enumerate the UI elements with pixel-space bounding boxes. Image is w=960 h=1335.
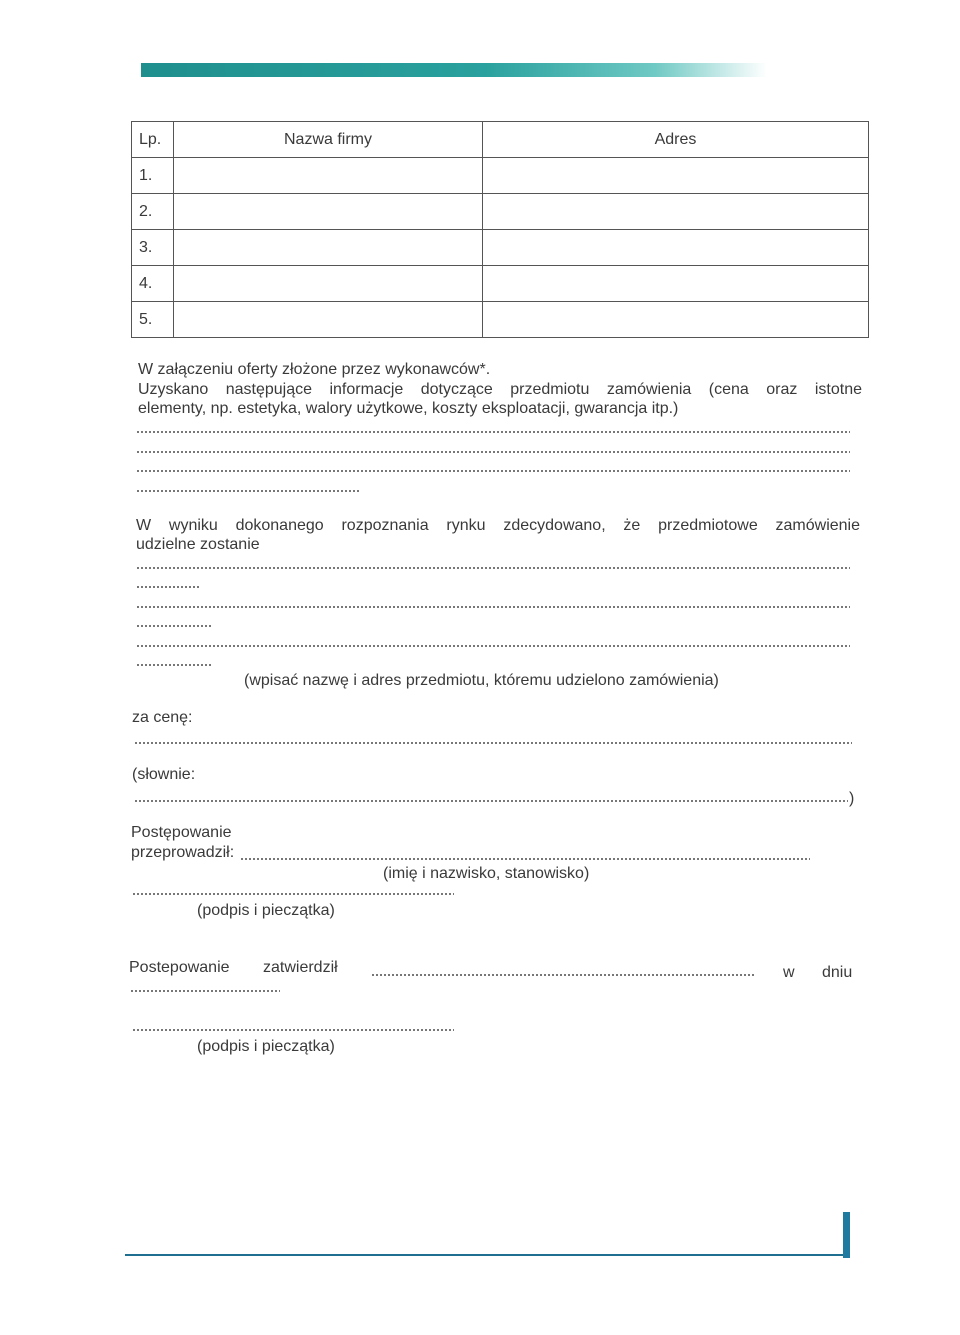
info-line-2: elementy, np. estetyka, walory użytkowe, koszty eksploatacji, gwarancja itp.) <box>138 400 679 417</box>
winner-fill-line[interactable] <box>136 567 850 569</box>
approved-signature-line[interactable] <box>132 1029 454 1031</box>
winner-hint: (wpisać nazwę i adres przedmiotu, któremu udzielono zamówienia) <box>244 672 719 689</box>
winner-fill-line[interactable] <box>136 606 850 608</box>
company-name-cell[interactable] <box>174 158 483 194</box>
column-header-lp: Lp. <box>132 122 174 158</box>
conducted-fill-line[interactable] <box>240 858 810 860</box>
row-number: 2. <box>132 194 174 230</box>
contractors-table <box>131 121 869 338</box>
conducted-signature-line[interactable] <box>132 893 454 895</box>
table-row <box>132 158 869 194</box>
row-number: 1. <box>132 158 174 194</box>
address-cell[interactable] <box>483 302 869 338</box>
row-number: 5. <box>132 302 174 338</box>
approved-label-1: Postepowanie <box>129 959 230 976</box>
footer-rule <box>125 1254 847 1256</box>
info-fill-line[interactable] <box>136 451 850 453</box>
address-cell[interactable] <box>483 158 869 194</box>
table-row <box>132 194 869 230</box>
approved-signature-hint: (podpis i pieczątka) <box>197 1038 335 1055</box>
conducted-label-1: Postępowanie <box>131 824 232 841</box>
info-fill-line[interactable] <box>136 431 850 433</box>
approved-fill-line[interactable] <box>371 974 755 976</box>
info-line-1: Uzyskano następujące informacje dotyczące przedmiotu zamówienia (cena oraz istotne <box>138 381 862 398</box>
approved-dniu: dniu <box>822 964 853 981</box>
approved-w: w <box>783 964 795 981</box>
price-words-close: ) <box>849 790 855 807</box>
company-name-cell[interactable] <box>174 302 483 338</box>
row-number: 4. <box>132 266 174 302</box>
approved-label-2: zatwierdził <box>263 959 338 976</box>
approved-date-fill-line[interactable] <box>130 990 280 992</box>
conducted-label-2: przeprowadził: <box>131 844 235 861</box>
info-fill-line[interactable] <box>136 490 360 492</box>
attachment-note: W załączeniu oferty złożone przez wykonawców*. <box>138 361 491 378</box>
column-header-address: Adres <box>483 122 869 158</box>
company-name-cell[interactable] <box>174 230 483 266</box>
price-fill-line[interactable] <box>134 742 852 744</box>
table-row <box>132 302 869 338</box>
price-words-fill-line[interactable] <box>134 800 848 802</box>
column-header-company-name: Nazwa firmy <box>174 122 483 158</box>
info-fill-line[interactable] <box>136 470 850 472</box>
winner-fill-line[interactable] <box>136 586 200 588</box>
winner-fill-line[interactable] <box>136 664 212 666</box>
company-name-cell[interactable] <box>174 266 483 302</box>
decision-line-1: W wyniku dokonanego rozpoznania rynku zdecydowano, że przedmiotowe zamówienie <box>136 517 860 534</box>
price-label: za cenę: <box>132 709 193 726</box>
company-name-cell[interactable] <box>174 194 483 230</box>
winner-fill-line[interactable] <box>136 625 212 627</box>
decision-line-2: udzielne zostanie <box>136 536 260 553</box>
conducted-hint: (imię i nazwisko, stanowisko) <box>383 865 590 882</box>
address-cell[interactable] <box>483 194 869 230</box>
conducted-signature-hint: (podpis i pieczątka) <box>197 902 335 919</box>
price-words-label: (słownie: <box>132 766 196 783</box>
table-header-row <box>132 122 869 158</box>
table-row <box>132 230 869 266</box>
header-color-band <box>141 63 767 77</box>
address-cell[interactable] <box>483 266 869 302</box>
footer-accent-bar <box>843 1212 850 1258</box>
winner-fill-line[interactable] <box>136 645 850 647</box>
address-cell[interactable] <box>483 230 869 266</box>
row-number: 3. <box>132 230 174 266</box>
table-row <box>132 266 869 302</box>
